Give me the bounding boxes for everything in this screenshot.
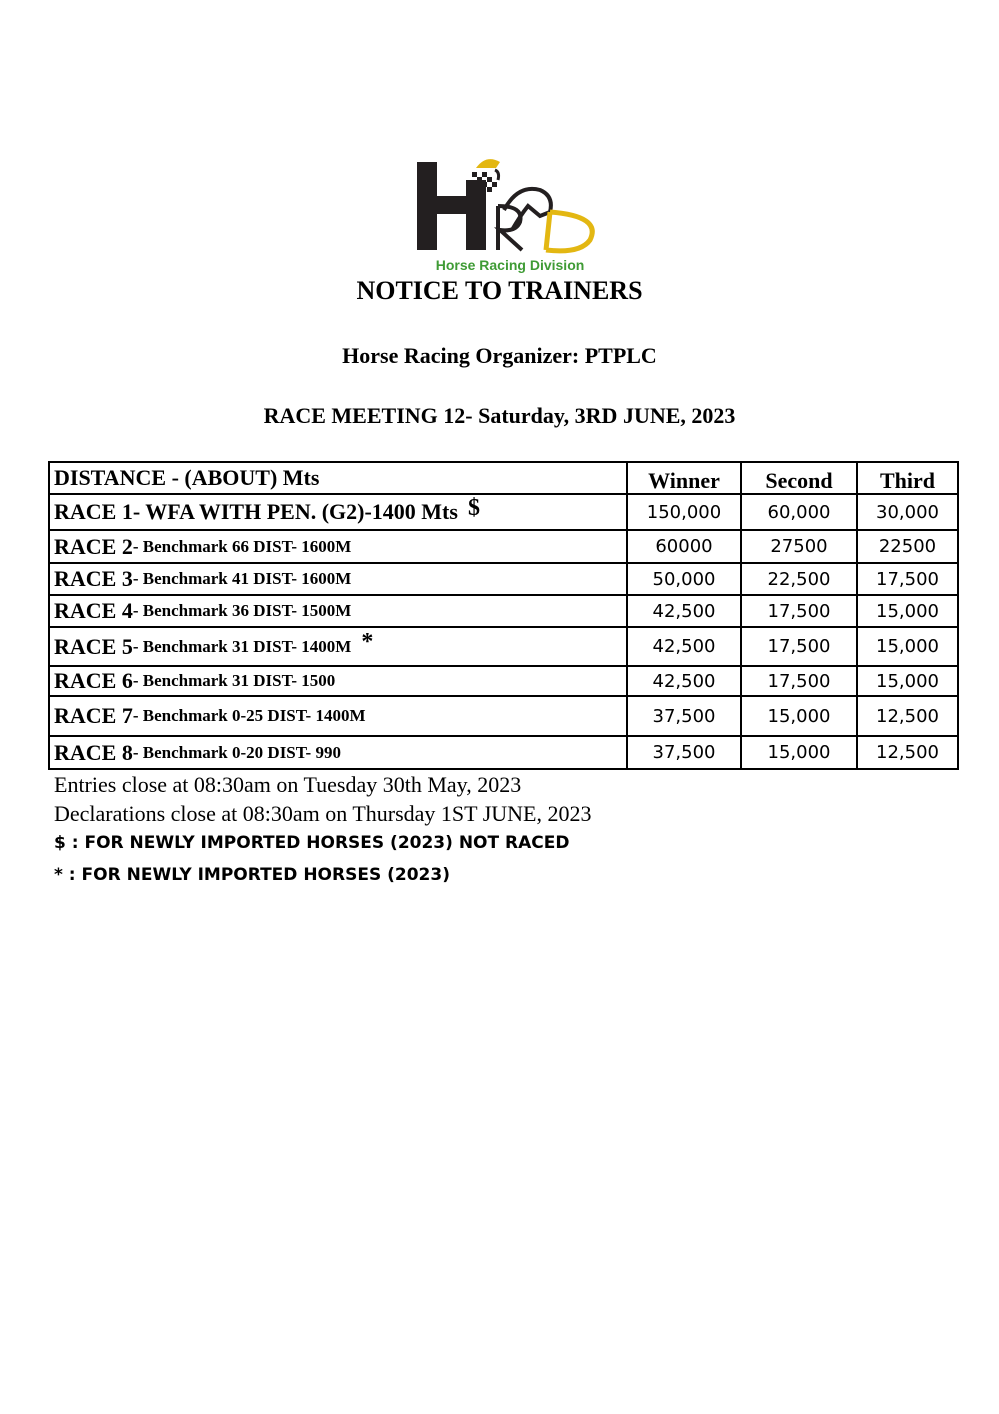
third-prize: 12,500 (856, 697, 957, 735)
race-prize-table (48, 461, 959, 770)
second-prize: 17,500 (740, 628, 856, 665)
race-number: RACE 8 (54, 739, 133, 765)
third-prize: 15,000 (856, 667, 957, 695)
winner-prize: 42,500 (626, 667, 740, 695)
table-row (50, 596, 957, 628)
race-description: - Benchmark 31 DIST- 1500 (132, 671, 336, 690)
race-number: RACE 7 (54, 703, 133, 728)
race-cell (50, 667, 626, 695)
third-column-header: Third (856, 463, 957, 493)
table-row (50, 697, 957, 737)
winner-prize: 50,000 (626, 564, 740, 594)
race-number: RACE 6 (54, 668, 133, 693)
race-description: - Benchmark 0-20 DIST- 990 (132, 742, 341, 762)
third-prize: 15,000 (856, 628, 957, 665)
second-prize: 17,500 (740, 667, 856, 695)
second-prize: 60,000 (740, 495, 856, 529)
second-column-header: Second (740, 463, 856, 493)
race-description: - Benchmark 66 DIST- 1600M (132, 536, 352, 556)
third-prize: 17,500 (856, 564, 957, 594)
winner-prize: 42,500 (626, 596, 740, 626)
race-cell (50, 628, 626, 665)
winner-column-header: Winner (626, 463, 740, 493)
race-cell (50, 531, 626, 562)
table-row (50, 667, 957, 697)
winner-prize: 37,500 (626, 697, 740, 735)
race-cell (50, 495, 626, 529)
table-row (50, 564, 957, 596)
third-prize: 15,000 (856, 596, 957, 626)
race-mark: $ (467, 494, 480, 521)
race-description: - Benchmark 41 DIST- 1600M (132, 569, 352, 588)
table-header-row (50, 463, 957, 495)
hrd-logo-graphic (400, 150, 620, 280)
race-number: RACE 2 (54, 533, 133, 559)
winner-prize: 42,500 (626, 628, 740, 665)
race-number: RACE 4 (54, 598, 133, 623)
hrd-logo (400, 150, 620, 280)
winner-prize: 37,500 (626, 737, 740, 768)
table-row (50, 628, 957, 667)
table-row (50, 495, 957, 531)
table-row (50, 531, 957, 564)
third-prize: 12,500 (856, 737, 957, 768)
second-prize: 15,000 (740, 697, 856, 735)
notice-title: NOTICE TO TRAINERS (356, 276, 643, 305)
race-description: - Benchmark 31 DIST- 1400M (132, 636, 352, 656)
race-cell (50, 697, 626, 735)
second-prize: 27500 (740, 531, 856, 562)
race-number: RACE 5 (54, 633, 133, 659)
third-prize: 30,000 (856, 495, 957, 529)
entries-close-note: Entries close at 08:30am on Tuesday 30th May, 2023 (54, 772, 522, 797)
race-description: - Benchmark 36 DIST- 1500M (132, 601, 352, 620)
third-prize: 22500 (856, 531, 957, 562)
winner-prize: 60000 (626, 531, 740, 562)
winner-prize: 150,000 (626, 495, 740, 529)
race-description: - Benchmark 0-25 DIST- 1400M (132, 706, 366, 725)
second-prize: 22,500 (740, 564, 856, 594)
race-number: RACE 1 (54, 499, 133, 524)
logo-caption: Horse Racing Division (435, 257, 585, 273)
race-mark: * (361, 629, 374, 655)
second-prize: 15,000 (740, 737, 856, 768)
race-description: - WFA WITH PEN. (G2)-1400 Mts (132, 499, 458, 524)
distance-column-header: DISTANCE - (ABOUT) Mts (54, 465, 320, 490)
race-number: RACE 3 (54, 566, 133, 591)
race-cell (50, 596, 626, 626)
declarations-close-note: Declarations close at 08:30am on Thursday 1ST JUNE, 2023 (54, 801, 592, 826)
table-row (50, 737, 957, 768)
dollar-legend: $ : FOR NEWLY IMPORTED HORSES (2023) NOT RACED (54, 833, 570, 853)
race-meeting-line: RACE MEETING 12- Saturday, 3RD JUNE, 2023 (263, 403, 736, 428)
race-cell (50, 737, 626, 768)
second-prize: 17,500 (740, 596, 856, 626)
race-cell (50, 564, 626, 594)
organizer-line: Horse Racing Organizer: PTPLC (342, 343, 657, 368)
star-legend: * : FOR NEWLY IMPORTED HORSES (2023) (54, 865, 450, 885)
